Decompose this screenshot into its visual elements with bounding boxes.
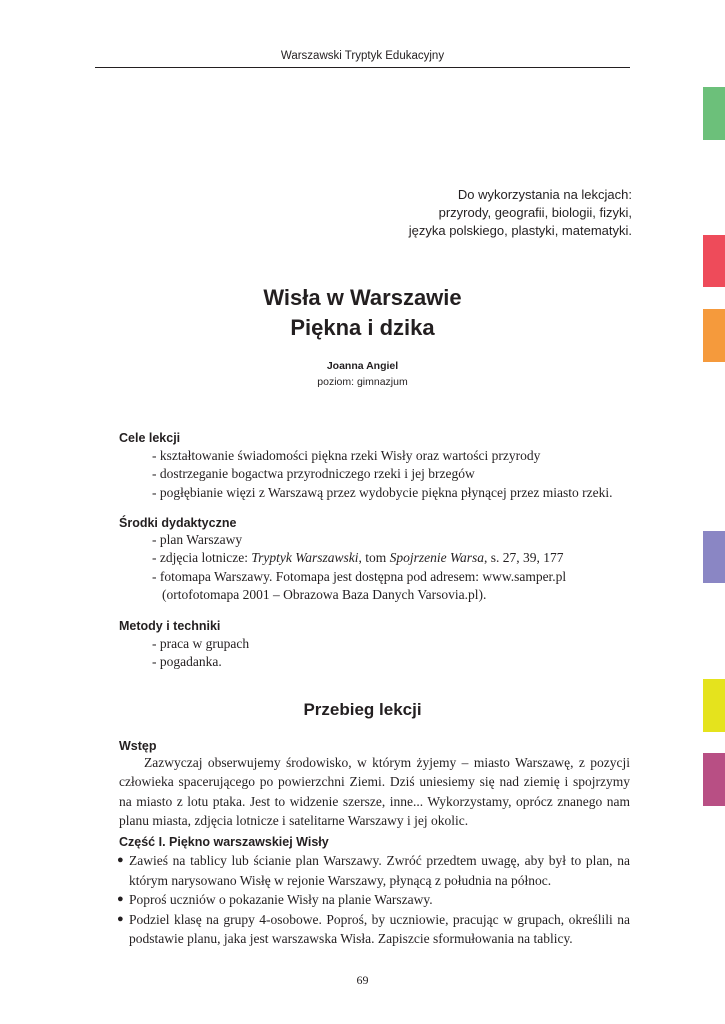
methods-list (152, 635, 249, 672)
means-item-continuation: (ortofotomapa 2001 – Obrazowa Baza Danych Varsovia.pl). (162, 586, 487, 602)
author: Joanna Angiel (326, 360, 399, 372)
means-item-text: - zdjęcia lotnicze: (152, 550, 252, 566)
title-line-2: Piękna i dzika (290, 315, 435, 340)
means-item-text: , s. 27, 39, 177 (484, 550, 564, 566)
means-list (152, 531, 566, 604)
means-item-text: , tom (358, 550, 390, 566)
intro-heading: Wstęp (119, 739, 157, 753)
bullet-icon: ● (117, 854, 124, 866)
methods-heading: Metody i techniki (119, 619, 221, 633)
publication-title: Tryptyk Warszawski (251, 550, 359, 566)
goal-item: - kształtowanie świadomości piękna rzeki Wisły oraz wartości przyrody (152, 448, 541, 463)
goal-item: - pogłębianie więzi z Warszawą przez wydobycie piękna płynącej przez miasto rzeki. (152, 484, 613, 500)
method-item: - praca w grupach (152, 636, 250, 651)
side-tab-red (703, 235, 725, 287)
bullet-icon: ● (117, 893, 124, 905)
usage-line-1: Do wykorzystania na lekcjach: (457, 187, 632, 202)
volume-title: Spojrzenie Warsa (389, 550, 484, 566)
intro-paragraph: Zazwyczaj obserwujemy środowisko, w którym żyjemy – miasto Warszawę, z pozycji człowieka spacerującego po powierzchni Ziemi. Dziś uniesiemy się nad ziemię i spojrzymy na miasto z lotu ptaka. Jest to widzenie szersze, inne... Wykorzystamy, oprócz znanego nam planu miasta, zdjęcia lotnicze i satelitarne Warszawy i jej okolic. (119, 755, 630, 828)
side-tab-purple (703, 531, 725, 583)
side-tab-yellow (703, 679, 725, 732)
header-rule (95, 67, 630, 68)
bullet-icon: ● (117, 912, 124, 925)
part1-heading: Część I. Piękno warszawskiej Wisły (119, 835, 329, 849)
means-heading: Środki dydaktyczne (119, 516, 237, 530)
goals-heading: Cele lekcji (119, 431, 181, 445)
method-item: - pogadanka. (152, 654, 222, 670)
goal-item: - dostrzeganie bogactwa przyrodniczego rzeki i jej brzegów (152, 466, 475, 482)
page-number: 69 (356, 973, 369, 987)
running-header: Warszawski Tryptyk Edukacyjny (280, 50, 445, 62)
means-item: - fotomapa Warszawy. Fotomapa jest dostępna pod adresem: www.samper.pl (152, 568, 567, 584)
bullet-item: ● Zawieś na tablicy lub ścianie plan Warszawy. Zwróć przedtem uwagę, aby był to plan, na którym narysowano Wisłę w rejonie Warszawy, płynącą z południa na północ. (117, 851, 630, 890)
side-tab-orange (703, 309, 725, 362)
usage-note (409, 186, 632, 240)
level: poziom: gimnazjum (317, 376, 408, 388)
bullet-item: ● Podziel klasę na grupy 4-osobowe. Poproś, by uczniowie, pracując w grupach, określili na podstawie planu, jaka jest warszawska Wisła. Zapiszcie sformułowania na tablicy. (117, 910, 630, 949)
goals-list (152, 447, 612, 502)
page-title (95, 283, 630, 343)
side-tab-magenta (703, 753, 725, 806)
usage-line-2: przyrody, geografii, biologii, fizyki, (438, 205, 632, 220)
bullet-item: ● Poproś uczniów o pokazanie Wisły na planie Warszawy. (117, 890, 630, 910)
course-heading: Przebieg lekcji (303, 700, 422, 719)
usage-line-3: języka polskiego, plastyki, matematyki. (408, 223, 632, 238)
part1-bullet-list (117, 851, 630, 949)
means-item: - plan Warszawy (152, 532, 243, 547)
title-line-1: Wisła w Warszawie (263, 285, 462, 310)
side-tab-green (703, 87, 725, 140)
means-item (152, 549, 566, 567)
